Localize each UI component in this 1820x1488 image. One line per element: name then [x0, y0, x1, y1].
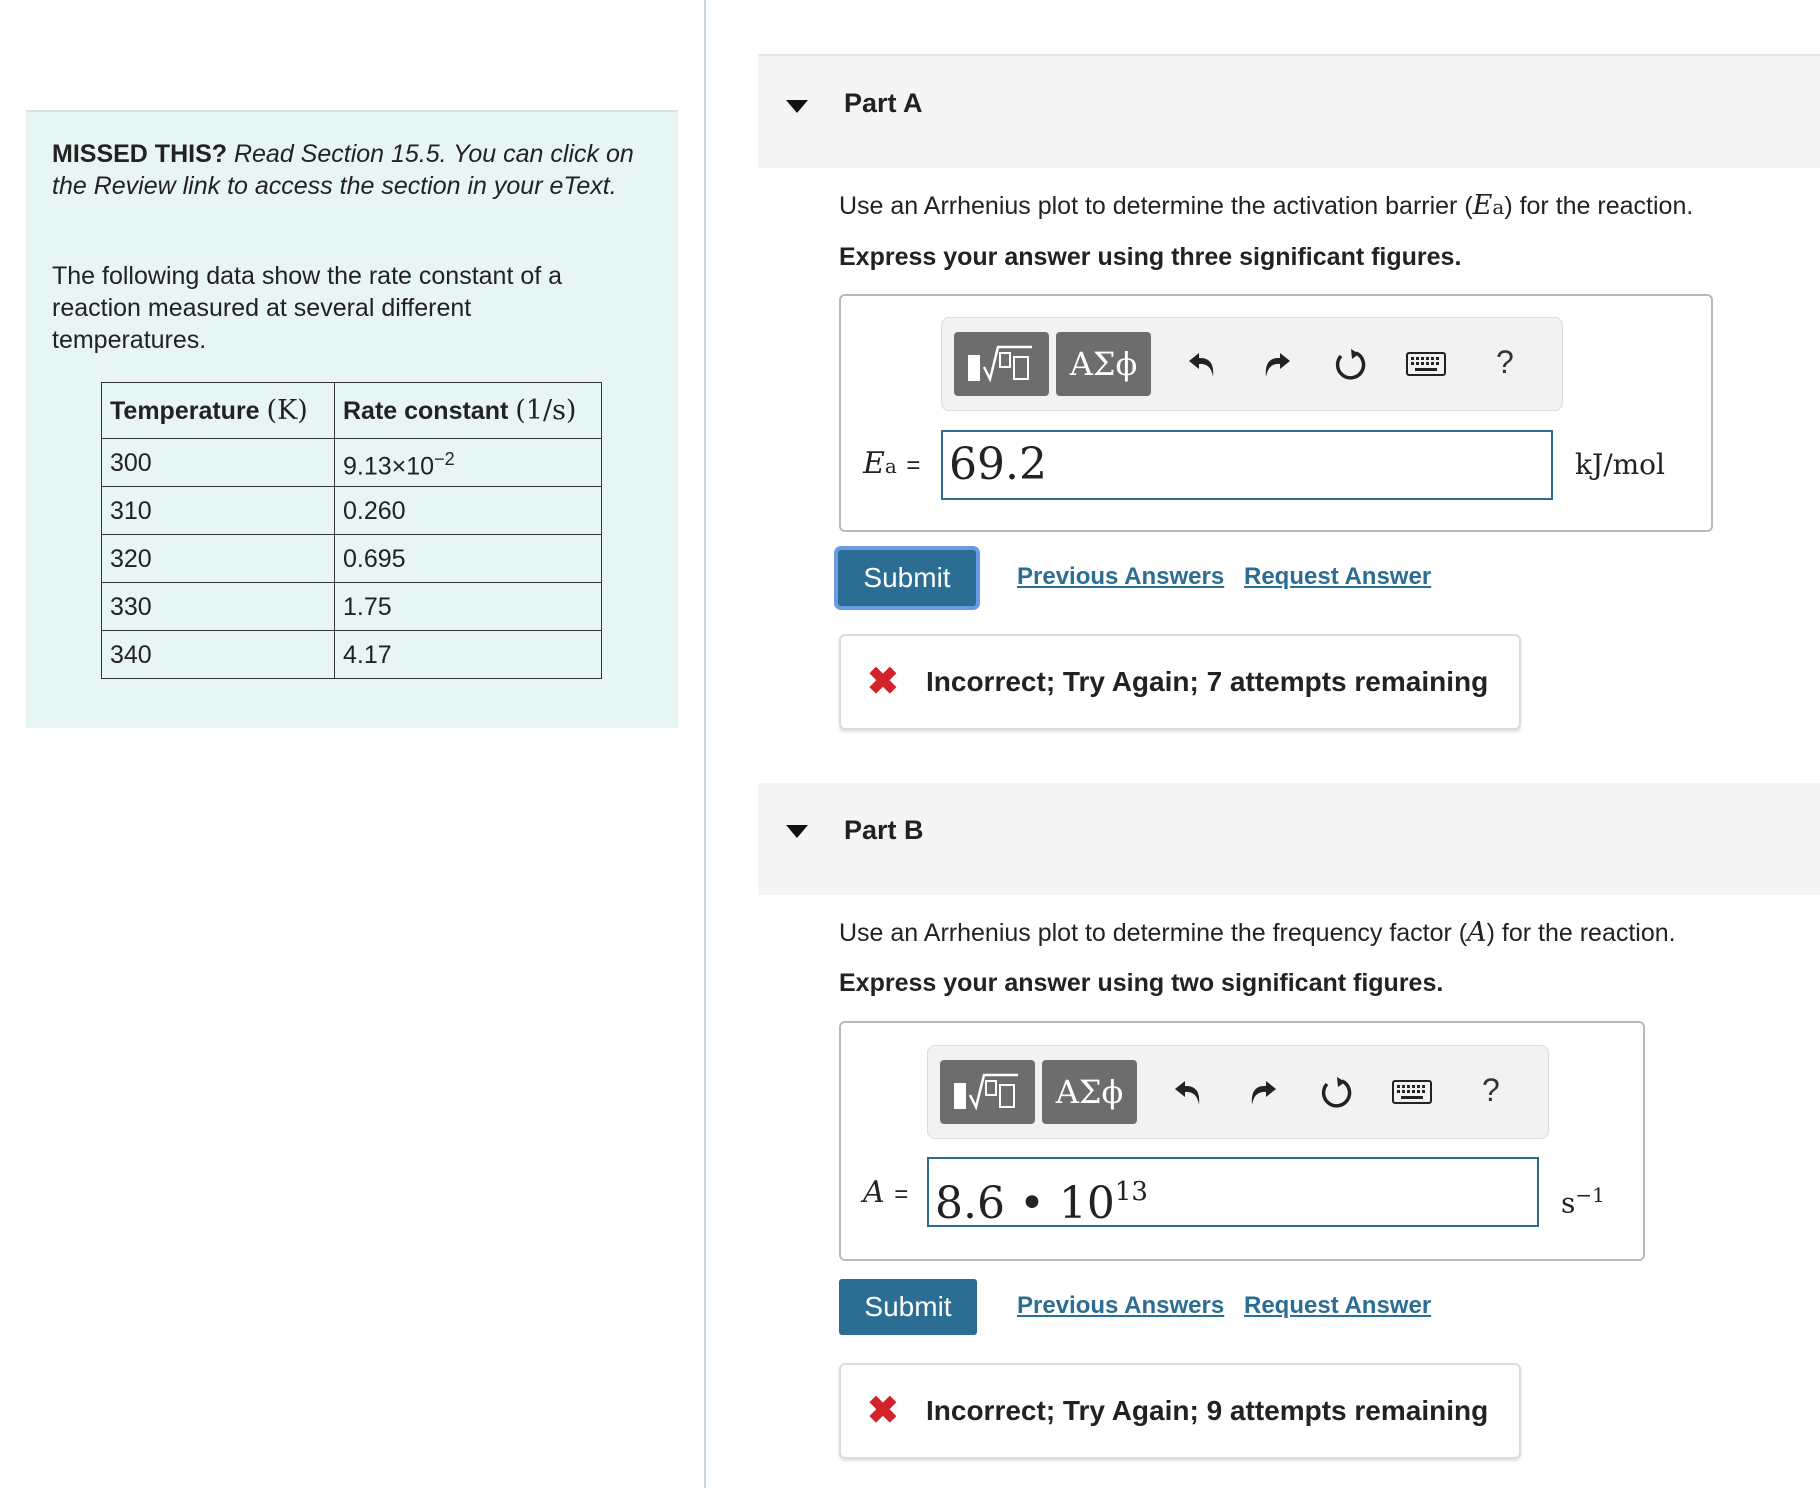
- part-a-title: Part A: [844, 88, 923, 118]
- answer-variable-label: A =: [863, 1175, 909, 1210]
- answer-unit: $s^{-1}$: [1561, 1183, 1605, 1220]
- submit-button[interactable]: Submit: [839, 1279, 977, 1335]
- table-header-row: [102, 383, 602, 439]
- intro-box: [26, 110, 678, 728]
- redo-icon[interactable]: [1257, 344, 1297, 384]
- table-row: [102, 535, 602, 583]
- header-temperature: Temperature (K): [102, 383, 335, 439]
- table-cell-rate: $9.13\times 10^{-2}$: [335, 439, 602, 487]
- answer-variable-label: Ea =: [863, 446, 921, 481]
- redo-icon[interactable]: [1243, 1072, 1283, 1112]
- table-row: [102, 583, 602, 631]
- part-a-question: Use an Arrhenius plot to determine the activation barrier (Ea) for the reaction.: [839, 190, 1694, 221]
- part-b-header[interactable]: [758, 783, 1820, 895]
- part-b-instruction: Express your answer using two significant figures.: [839, 969, 1444, 997]
- keyboard-icon[interactable]: [1406, 344, 1446, 384]
- submit-button[interactable]: Submit: [838, 550, 976, 606]
- answer-unit: kJ/mol: [1575, 448, 1665, 481]
- previous-answers-link[interactable]: Previous Answers: [1017, 1292, 1225, 1319]
- rate-data-table: [101, 382, 602, 679]
- template-button[interactable]: [940, 1060, 1035, 1124]
- undo-icon[interactable]: [1182, 344, 1222, 384]
- collapse-caret-icon[interactable]: [786, 100, 808, 113]
- pane-divider: [704, 0, 706, 1488]
- table-cell-temp: 300: [102, 439, 335, 487]
- incorrect-x-icon: ✖: [867, 1390, 899, 1432]
- keyboard-icon[interactable]: [1392, 1072, 1432, 1112]
- table-row: [102, 487, 602, 535]
- table-cell-rate: 0.695: [335, 535, 602, 583]
- table-cell-rate: 1.75: [335, 583, 602, 631]
- left-pane: [0, 0, 704, 1488]
- problem-description: The following data show the rate constant of a reaction measured at several different temperatures.: [52, 262, 563, 354]
- math-toolbar: [927, 1045, 1549, 1139]
- greek-symbols-button[interactable]: ΑΣϕ: [1056, 332, 1151, 396]
- table-row: [102, 631, 602, 679]
- request-answer-link[interactable]: Request Answer: [1244, 563, 1432, 590]
- part-a-answer-box: [839, 294, 1713, 532]
- incorrect-x-icon: ✖: [867, 661, 899, 703]
- template-button[interactable]: [954, 332, 1049, 396]
- collapse-caret-icon[interactable]: [786, 825, 808, 838]
- feedback-text: Incorrect; Try Again; 9 attempts remaining: [926, 1395, 1489, 1426]
- answer-input[interactable]: 8.6 • $10^{13}$: [927, 1157, 1539, 1227]
- help-button[interactable]: ?: [1496, 344, 1514, 380]
- missed-this-text: [52, 138, 642, 202]
- missed-description: Read Section 15.5. You can click on the Review link to access the section in your eText.: [52, 140, 634, 200]
- template-icon: [962, 339, 1042, 389]
- feedback-message: [839, 1363, 1521, 1459]
- previous-answers-link[interactable]: Previous Answers: [1017, 563, 1225, 590]
- template-icon: [948, 1067, 1028, 1117]
- undo-icon[interactable]: [1168, 1072, 1208, 1112]
- table-cell-temp: 340: [102, 631, 335, 679]
- feedback-text: Incorrect; Try Again; 7 attempts remaining: [926, 666, 1489, 697]
- table-cell-temp: 320: [102, 535, 335, 583]
- part-b-question: Use an Arrhenius plot to determine the frequency factor (A) for the reaction.: [839, 917, 1676, 948]
- table-cell-temp: 330: [102, 583, 335, 631]
- part-a-instruction: Express your answer using three significant figures.: [839, 243, 1462, 271]
- part-b-answer-box: [839, 1021, 1645, 1261]
- request-answer-link[interactable]: Request Answer: [1244, 1292, 1432, 1319]
- table-row: [102, 439, 602, 487]
- part-a-header[interactable]: [758, 54, 1820, 168]
- help-button[interactable]: ?: [1482, 1072, 1500, 1108]
- reset-icon[interactable]: [1330, 344, 1370, 384]
- part-b-title: Part B: [844, 815, 924, 845]
- feedback-message: [839, 634, 1521, 730]
- table-cell-temp: 310: [102, 487, 335, 535]
- table-cell-rate: 0.260: [335, 487, 602, 535]
- reset-icon[interactable]: [1316, 1072, 1356, 1112]
- missed-label: MISSED THIS?: [52, 140, 228, 168]
- table-cell-rate: 4.17: [335, 631, 602, 679]
- header-rate-constant: Rate constant (1/s): [335, 383, 602, 439]
- answer-input[interactable]: 69.2: [941, 430, 1553, 500]
- greek-symbols-button[interactable]: ΑΣϕ: [1042, 1060, 1137, 1124]
- math-toolbar: [941, 317, 1563, 411]
